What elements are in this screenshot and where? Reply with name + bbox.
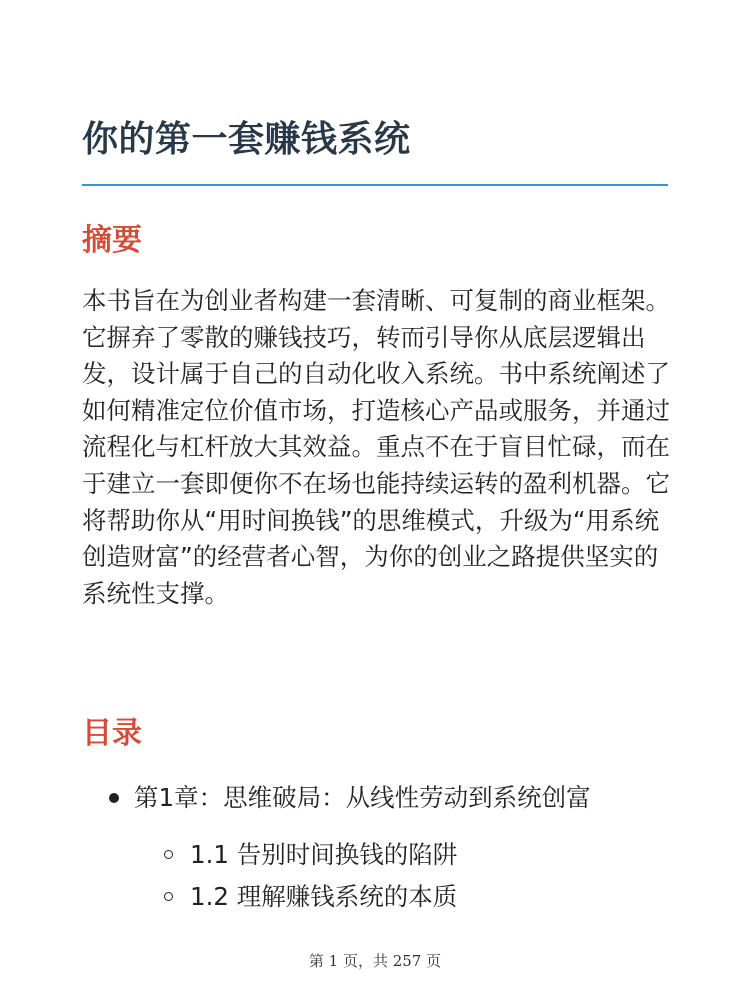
toc-list [0, 776, 591, 918]
bullet-circle-icon [164, 850, 173, 859]
toc-chapter-1[interactable] [0, 776, 591, 918]
toc-section-1-1[interactable] [0, 834, 591, 876]
toc-chapter-label: 第1章：思维破局：从线性劳动到系统创富 [134, 783, 591, 812]
toc-section-label: 1.2 理解赚钱系统的本质 [190, 882, 458, 911]
bullet-circle-icon [164, 892, 173, 901]
toc-heading: 目录 [82, 716, 142, 751]
toc-section-1-2[interactable] [0, 876, 591, 918]
summary-paragraph: 本书旨在为创业者构建一套清晰、可复制的商业框架。它摒弃了零散的赚钱技巧，转而引导你从底层逻辑出发，设计属于自己的自动化收入系统。书中系统阐述了如何精准定位价值市场，打造核心产品或服务，并通过流程化与杠杆放大其效益。重点不在于盲目忙碌，而在于建立一套即便你不在场也能持续运转的盈利机器。它将帮助你从“用时间换钱”的思维模式，升级为“用系统创造财富”的经营者心智，为你的创业之路提供坚实的系统性支撑。 [82, 286, 670, 608]
page-number-footer: 第 1 页，共 257 页 [308, 952, 442, 970]
summary-heading: 摘要 [82, 223, 142, 258]
toc-section-list [134, 834, 591, 918]
document-title: 你的第一套赚钱系统 [82, 119, 411, 160]
title-divider [82, 184, 668, 186]
toc-section-label: 1.1 告别时间换钱的陷阱 [190, 840, 458, 869]
bullet-dot-icon [109, 793, 119, 803]
